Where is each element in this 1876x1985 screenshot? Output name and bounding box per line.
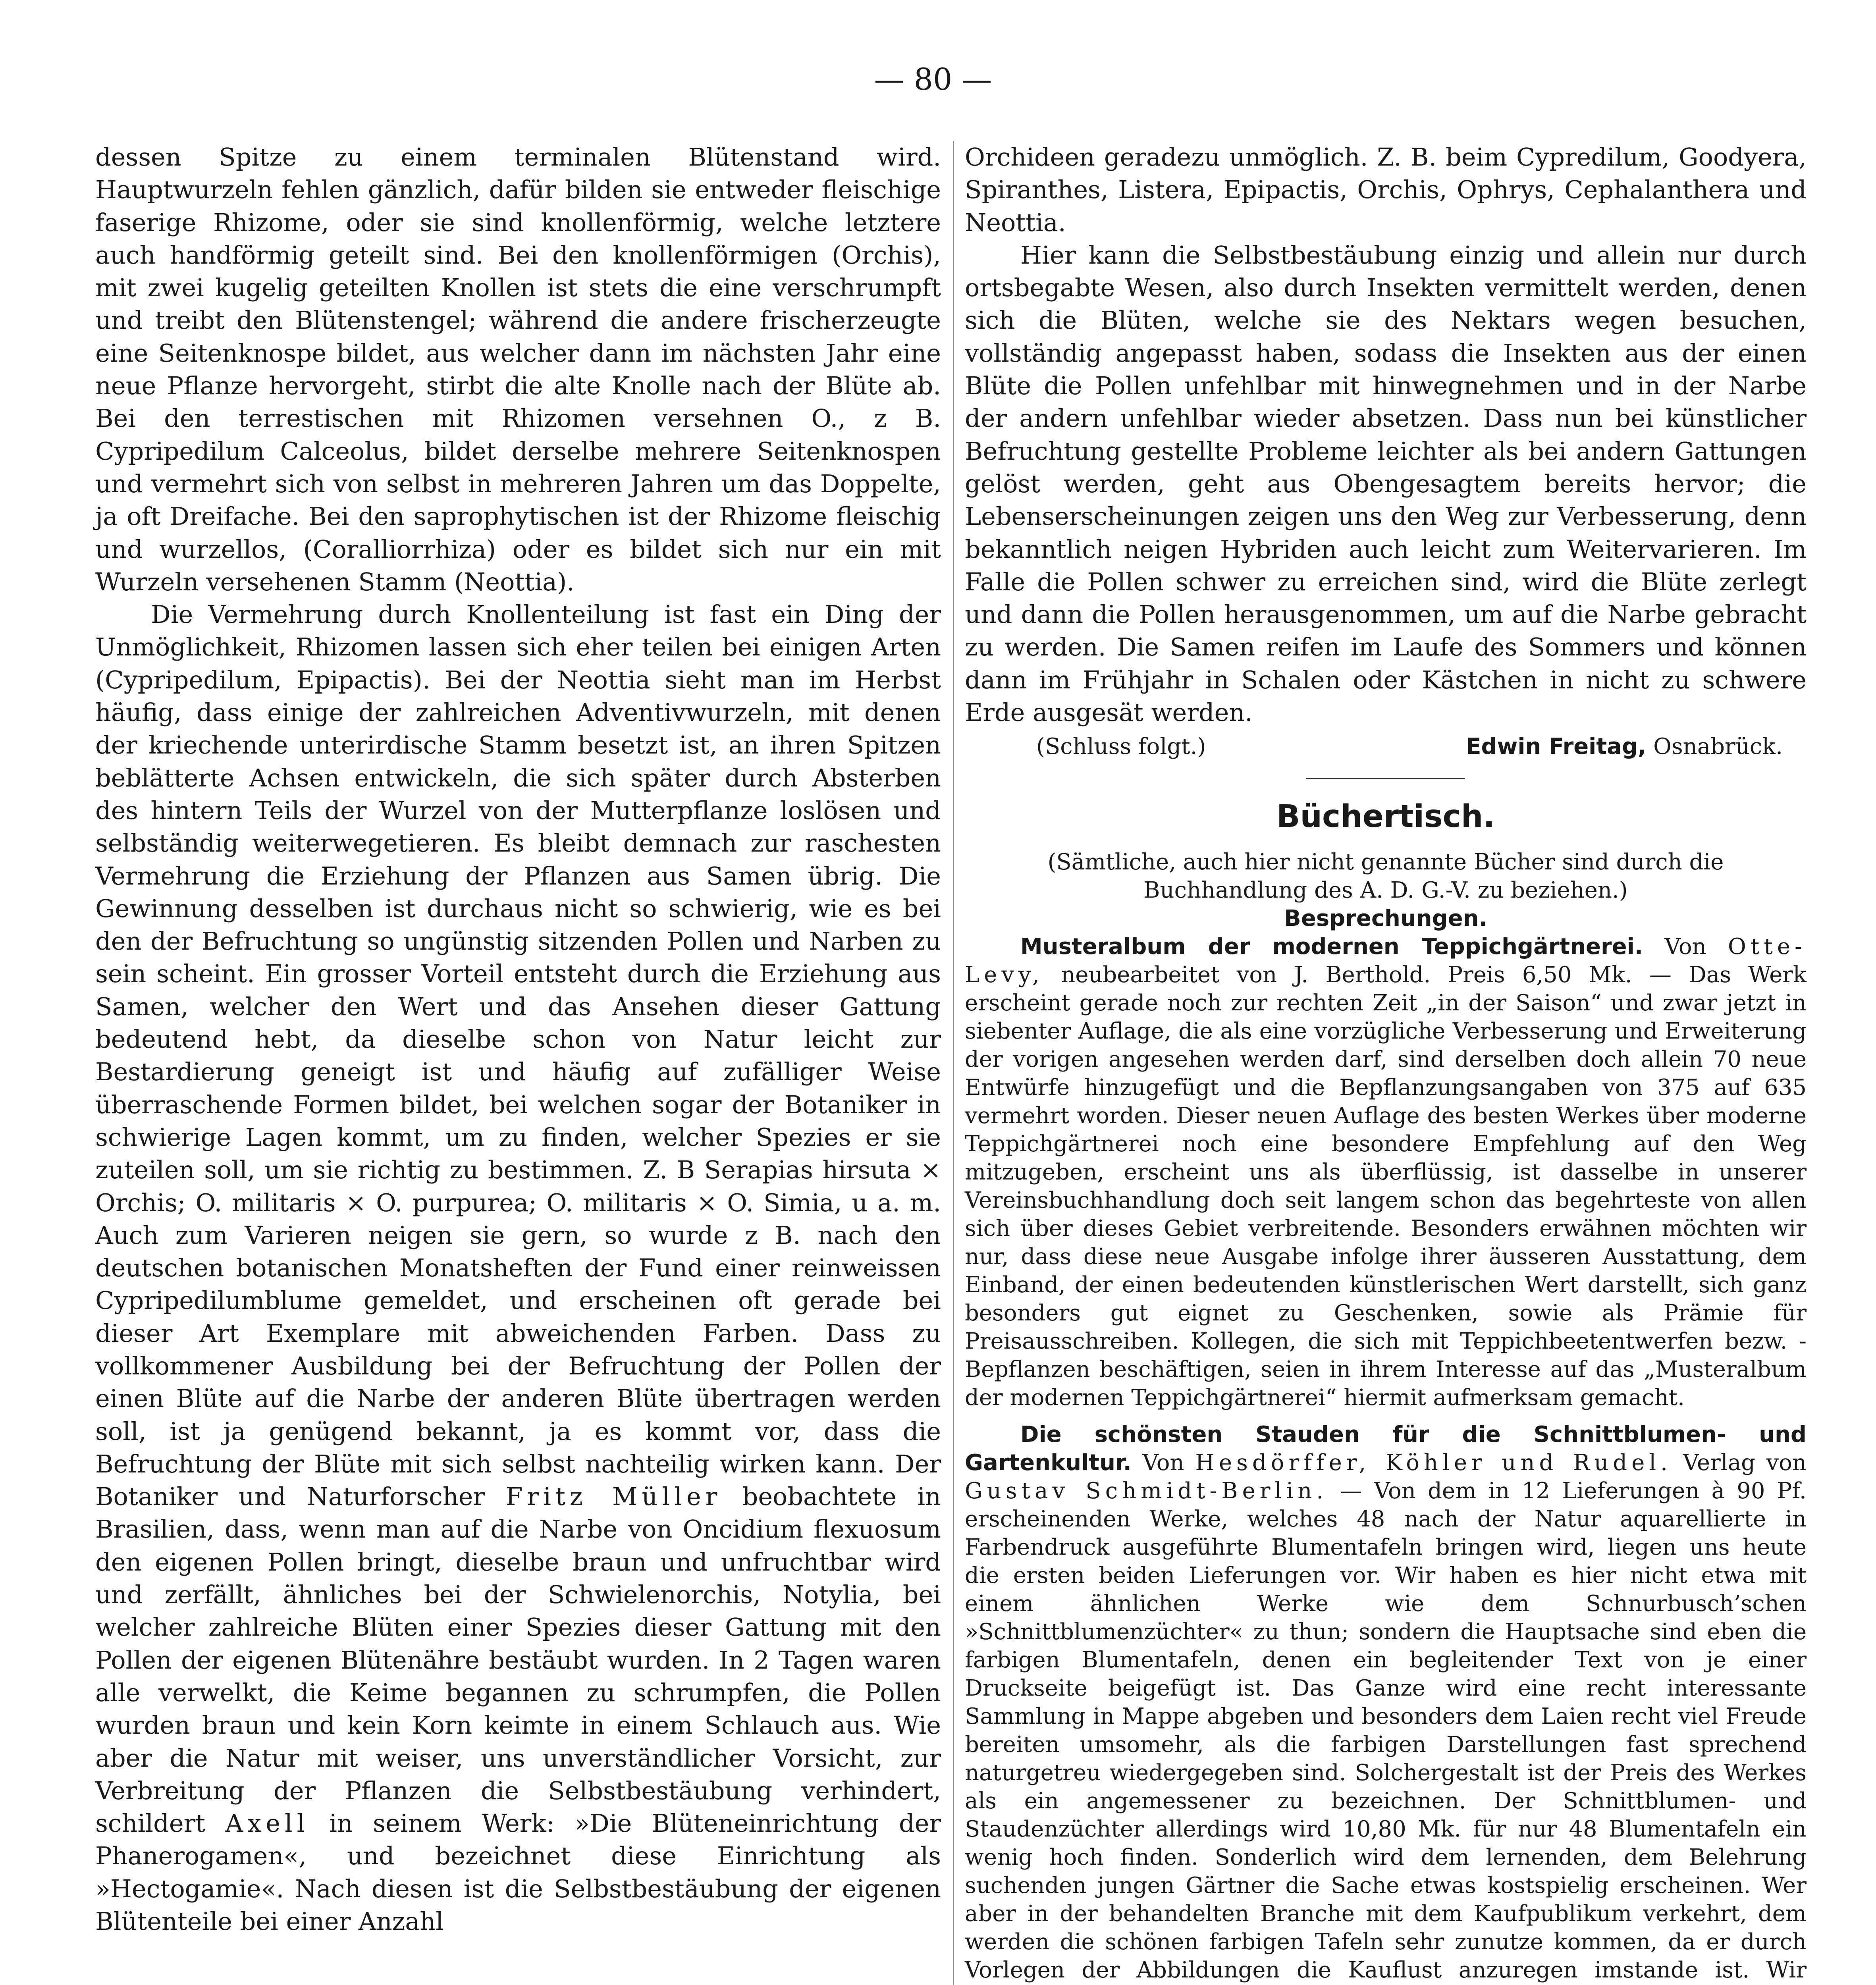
review-publisher-pre: Verlag von: [1683, 1450, 1807, 1476]
author-name: Edwin Freitag,: [1466, 734, 1647, 760]
text-segment: beobachtete in Brasilien, dass, wenn man auf die Narbe von Oncidium flexuosum den eigenen Pollen bringt, dieselbe braun und unfruchtbar wird und zerfällt, ähnliches bei der Schwielenorchis, Notylia, bei welcher zahlreiche Blüten einer Spezies dieser Gattung mit den Pollen der eigenen Blütenähre bestäubt wurden. In 2 Tagen waren alle verwelkt, die Keime begannen zu schrumpfen, die Pollen wurden braun und kein Korn keimte in einem Schlauch aus. Wie aber die Natur mit weiser, uns unverständlicher Vorsicht, zur Verbreitung der Pflanzen die Selbstbestäubung verhindert, schildert: [95, 1482, 941, 1838]
paragraph-continued: Orchideen geradezu unmöglich. Z. B. beim Cypredilum, Goodyera, Spiranthes, Listera, Epipactis, Orchis, Ophrys, Cephalanthera und Neottia.: [965, 143, 1807, 237]
review-publisher: Gustav Schmidt-Berlin.: [965, 1478, 1328, 1504]
author-line: [1466, 729, 1783, 765]
right-column: [965, 141, 1807, 1985]
paragraph-orchid-roots: dessen Spitze zu einem terminalen Blütenstand wird. Hauptwurzeln fehlen gänzlich, dafür bilden sie entweder fleischige faserige Rhizome, oder sie sind knollenförmig, welche letztere auch handförmig geteilt sind. Bei den knollenförmigen (Orchis), mit zwei kugelig geteilten Knollen ist stets die eine verschrumpft und treibt den Blütenstengel; während die andere frischerzeugte eine Seitenknospe bildet, aus welcher dann im nächsten Jahr eine neue Pflanze hervorgeht, stirbt die alte Knolle nach der Blüte ab. Bei den terrestischen mit Rhizomen versehnen O., z B. Cypripedilum Calceolus, bildet derselbe mehrere Seitenknospen und vermehrt sich von selbst in mehreren Jahren um das Doppelte, ja oft Dreifache. Bei den saprophytischen ist der Rhizome fleischig und wurzellos, (Coralliorrhiza) oder es bildet sich nur ein mit Wurzeln versehenen Stamm (Neottia).: [95, 143, 941, 596]
text-segment: in seinem Werk: »Die Blüteneinrichtung der Phanerogamen«, und bezeichnet diese Einrichtung als »Hectogamie«. Nach diesen ist die Selbstbestäubung der eigenen Blütenteile bei einer Anzahl: [95, 1809, 941, 1936]
review-author: Otte-Levy,: [965, 934, 1807, 988]
review-by: Von: [1142, 1450, 1184, 1476]
review-title: Musteralbum der modernen Teppichgärtnerei.: [1020, 934, 1643, 960]
page-number: — 80 —: [874, 62, 992, 97]
left-column: [95, 141, 941, 1938]
section-note: (Sämtliche, auch hier nicht genannte Bücher sind durch die Buchhandlung des A. D. G.-V. zu beziehen.): [1047, 849, 1724, 904]
text-segment: Die Vermehrung durch Knollenteilung ist fast ein Ding der Unmöglichkeit, Rhizomen lassen sich eher teilen bei einigen Arten (Cypripedilum, Epipactis). Bei der Neottia sieht man im Herbst häufig, dass einige der zahlreichen Adventivwurzeln, mit denen der kriechende unterirdische Stamm besetzt ist, an ihren Spitzen beblätterte Achsen entwickeln, die sich später durch Absterben des hintern Teils der Wurzel von der Mutterpflanze loslösen und selbständig weiterwegetieren. Es bleibt demnach zur raschesten Vermehrung die Erziehung der Pflanzen aus Samen übrig. Die Gewinnung desselben ist durchaus nicht so schwierig, wie es bei den der Befruchtung so ungünstig sitzenden Pollen und Narben zu sein scheint. Ein grosser Vorteil entsteht durch die Erziehung aus Samen, welcher den Wert und das Ansehen dieser Gattung bedeutend hebt, da dieselbe schon von Natur leicht zur Bestardierung geneigt ist und häufig auf zufälliger Weise überraschende Formen bildet, bei welchen sogar der Botaniker in schwierige Lagen kommt, um zu finden, welcher Spezies er sie zuteilen soll, um sie richtig zu bestimmen. Z. B Serapias hirsuta × Orchis; O. militaris × O. purpurea; O. militaris × O. Simia, u a. m. Auch zum Varieren neigen sie gern, so wurde z B. nach den deutschen botanischen Monatsheften der Fund einer reinweissen Cypripedilumblume gemeldet, und erscheinen oft gerade bei dieser Art Exemplare mit abweichenden Farben. Dass zu vollkommener Ausbildung bei der Befruchtung der Pollen der einen Blüte auf die Narbe der anderen Blüte übertragen werden soll, ist ja genügend bekannt, ja es kommt vor, dass die Befruchtung der Blüte mit sich selbst nachteilig wirken kann. Der Botaniker und Naturforscher: [95, 600, 941, 1511]
section-divider: [1306, 778, 1465, 779]
person-name: Fritz Müller: [505, 1482, 722, 1511]
review-stauden: [965, 1420, 1807, 1985]
article-signature: [965, 729, 1807, 765]
continuation-note: (Schluss folgt.): [1036, 734, 1206, 760]
paragraph-propagation: [95, 598, 941, 1938]
review-by: Von: [1664, 934, 1706, 960]
author-place: Osnabrück.: [1653, 734, 1783, 760]
column-divider: [953, 141, 954, 1985]
review-author: Hesdörffer, Köhler und Rudel.: [1195, 1450, 1672, 1476]
review-text: — Von dem in 12 Lieferungen à 90 Pf. erscheinenden Werke, welches 48 nach der Natur aquarellierte in Farbendruck ausgeführte Blumentafeln bringen wird, liegen uns heute die ersten beiden Lieferungen vor. Wir haben es hier nicht etwa mit einem ähnlichen Werke wie dem Schnurbusch’schen »Schnittblumenzüchter« zu thun; sondern die Hauptsache sind eben die farbigen Blumentafeln, denen ein begleitender Text von je einer Druckseite beigefügt ist. Das Ganze wird eine recht interessante Sammlung in Mappe abgeben und besonders dem Laien recht viel Freude bereiten umsomehr, als die farbigen Darstellungen fast sprechend naturgetreu wiedergegeben sind. Solchergestalt ist der Preis des Werkes als ein angemessener zu bezeichnen. Der Schnittblumen- und Staudenzüchter allerdings wird 10,80 Mk. für nur 48 Blumentafeln ein wenig hoch finden. Sonderlich wird dem lernenden, dem Belehrung suchenden jungen Gärtner die Sache etwas kostspielig erscheinen. Wer aber in der behandelten Branche mit dem Kaufpublikum verkehrt, dem werden die schönen farbigen Tafeln sehr zunutze kommen, da er durch Vorlegen der Abbildungen die Kauflust anzuregen imstande ist. Wir: [965, 1478, 1807, 1983]
review-text: neubearbeitet von J. Berthold. Preis 6,50 Mk. — Das Werk erscheint gerade noch zur rechten Zeit „in der Saison“ und zwar jetzt in siebenter Auflage, die als eine vorzügliche Verbesserung und Erweiterung der vorigen angesehen werden darf, sind derselben doch allein 70 neue Entwürfe hinzugefügt und die Bepflanzungsangaben von 375 auf 635 vermehrt worden. Dieser neuen Auflage des besten Werkes über moderne Teppichgärtnerei noch eine besondere Empfehlung auf den Weg mitzugeben, erscheint uns als überflüssig, ist dasselbe in unserer Vereinsbuchhandlung doch seit langem schon das begehrteste von allen sich über dieses Gebiet verbreitende. Besonders erwähnen möchten wir nur, dass diese neue Ausgabe infolge ihrer äusseren Ausstattung, dem Einband, der einen bedeutenden künstlerischen Wert darstellt, sich ganz besonders gut eignet zu Geschenken, sowie als Prämie für Preisausschreiben. Kollegen, die sich mit Teppichbeetentwerfen bezw. -Bepflanzen beschäftigen, seien in ihrem Interesse auf das „Musteralbum der modernen Teppichgärtnerei“ hiermit aufmerksam gemacht.: [965, 962, 1807, 1411]
person-name: Axell: [225, 1809, 309, 1838]
review-title: Die schönsten Stauden für die Schnittblumen- und Gartenkultur.: [965, 1422, 1807, 1476]
paragraph-pollination: Hier kann die Selbstbestäubung einzig und allein nur durch ortsbegabte Wesen, also durch Insekten vermittelt werden, denen sich die Blüten, welche sie des Nektars wegen besuchen, vollständig angepasst haben, sodass die Insekten aus der einen Blüte die Pollen unfehlbar mit hinwegnehmen und in der Narbe der andern unfehlbar wieder absetzen. Dass nun bei künstlicher Befruchtung gestellte Probleme leichter als bei andern Gattungen gelöst werden, geht aus Obengesagtem bereits hervor; die Lebenserscheinungen zeigen uns den Weg zur Verbesserung, denn bekanntlich neigen Hybriden auch leicht zum Weitervarieren. Im Falle die Pollen schwer zu erreichen sind, wird die Blüte zerlegt und dann die Pollen herausgenommen, um auf die Narbe gebracht zu werden. Die Samen reifen im Laufe des Sommers und können dann im Frühjahr in Schalen oder Kästchen in nicht zu schwere Erde ausgesät werden.: [965, 240, 1807, 727]
subsection-title: Besprechungen.: [1284, 906, 1487, 932]
review-teppichgaertnerei: [965, 933, 1807, 1412]
section-title: Büchertisch.: [1276, 799, 1495, 835]
